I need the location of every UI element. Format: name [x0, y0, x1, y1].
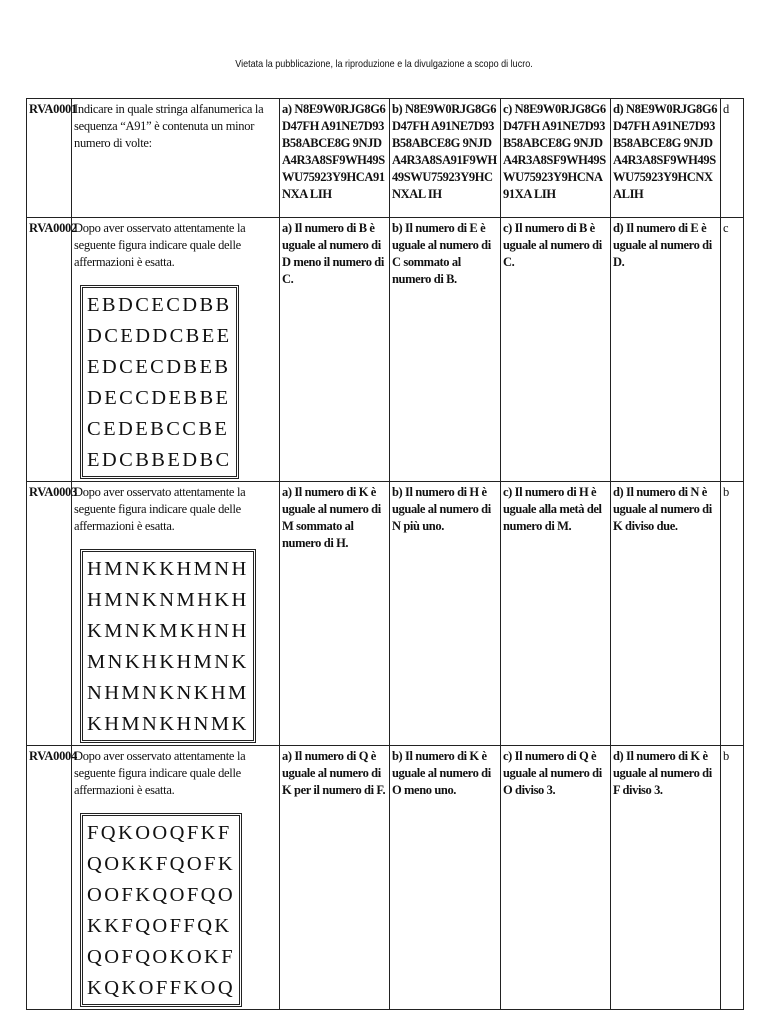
- question-code: RVA0003: [27, 482, 72, 746]
- question-row: [27, 482, 744, 746]
- option-c: c) Il numero di H è uguale alla metà del numero di M.: [501, 482, 611, 746]
- grid-row: EDCBBEDBC: [87, 449, 232, 471]
- question-text: Dopo aver osservato attentamente la seguente figura indicare quale delle affermazioni è esatta.: [74, 749, 246, 797]
- answer-key: c: [721, 218, 744, 482]
- option-d: d) Il numero di E è uguale al numero di D.: [611, 218, 721, 482]
- grid-row: OOFKQOFQO: [87, 884, 236, 906]
- grid-row: KQKOFFKOQ: [87, 977, 236, 999]
- question-code: RVA0002: [27, 218, 72, 482]
- option-b: b) Il numero di E è uguale al numero di C sommato al numero di B.: [390, 218, 501, 482]
- grid-row: FQKOOQFKF: [87, 822, 232, 844]
- option-c: c) Il numero di B è uguale al numero di C.: [501, 218, 611, 482]
- grid-row: DCEDDCBEE: [87, 325, 232, 347]
- question-text: Indicare in quale stringa alfanumerica la sequenza “A91” è contenuta un minor numero di volte:: [72, 99, 280, 218]
- letter-grid: [80, 813, 242, 1007]
- grid-row: NHMNKNKHM: [87, 682, 249, 704]
- question-row: [27, 746, 744, 1010]
- question-row: [27, 218, 744, 482]
- question-text: Dopo aver osservato attentamente la seguente figura indicare quale delle affermazioni è esatta.: [74, 485, 246, 533]
- grid-row: EBDCECDBB: [87, 294, 232, 316]
- answer-key: b: [721, 746, 744, 1010]
- question-code: RVA0001: [27, 99, 72, 218]
- option-b: b) Il numero di K è uguale al numero di O meno uno.: [390, 746, 501, 1010]
- answer-key: b: [721, 482, 744, 746]
- letter-grid: [80, 549, 256, 743]
- option-b: b) N8E9W0RJG8G6D47FH A91NE7D93B58ABCE8G 9NJDA4R3A8SA91F9WH 49SWU75923Y9HCNXAL IH: [390, 99, 501, 218]
- option-d: d) N8E9W0RJG8G6D47FH A91NE7D93B58ABCE8G 9NJDA4R3A8SF9WH49S WU75923Y9HCNXALIH: [611, 99, 721, 218]
- question-row: [27, 99, 744, 218]
- grid-row: EDCECDBEB: [87, 356, 231, 378]
- question-code: RVA0004: [27, 746, 72, 1010]
- grid-row: QOFQOKOKF: [87, 946, 236, 968]
- grid-row: MNKHKHMNK: [87, 651, 249, 673]
- grid-row: KHMNKHNMK: [87, 713, 249, 735]
- answer-key: d: [721, 99, 744, 218]
- grid-row: QOKKFQOFK: [87, 853, 236, 875]
- grid-row: KKFQOFFQK: [87, 915, 232, 937]
- option-a: a) Il numero di K è uguale al numero di M sommato al numero di H.: [280, 482, 390, 746]
- grid-row: HMNKKHMNH: [87, 558, 249, 580]
- page-header: Vietata la pubblicazione, la riproduzione e la divulgazione a scopo di lucro.: [235, 58, 533, 70]
- option-d: d) Il numero di N è uguale al numero di K diviso due.: [611, 482, 721, 746]
- questions-table: [26, 98, 744, 1010]
- option-d: d) Il numero di K è uguale al numero di F diviso 3.: [611, 746, 721, 1010]
- option-a: a) Il numero di B è uguale al numero di D meno il numero di C.: [280, 218, 390, 482]
- option-a: a) Il numero di Q è uguale al numero di K per il numero di F.: [280, 746, 390, 1010]
- grid-row: KMNKMKHNH: [87, 620, 249, 642]
- grid-row: HMNKNMHKH: [87, 589, 249, 611]
- option-b: b) Il numero di H è uguale al numero di N più uno.: [390, 482, 501, 746]
- option-c: c) N8E9W0RJG8G6D47FH A91NE7D93B58ABCE8G 9NJDA4R3A8SF9WH49S WU75923Y9HCNA91XA LIH: [501, 99, 611, 218]
- letter-grid: [80, 285, 239, 479]
- option-a: a) N8E9W0RJG8G6D47FH A91NE7D93B58ABCE8G 9NJDA4R3A8SF9WH49S WU75923Y9HCA91NXA LIH: [280, 99, 390, 218]
- question-text: Dopo aver osservato attentamente la seguente figura indicare quale delle affermazioni è esatta.: [74, 221, 246, 269]
- grid-row: DECCDEBBE: [87, 387, 231, 409]
- option-c: c) Il numero di Q è uguale al numero di O diviso 3.: [501, 746, 611, 1010]
- grid-row: CEDEBCCBE: [87, 418, 230, 440]
